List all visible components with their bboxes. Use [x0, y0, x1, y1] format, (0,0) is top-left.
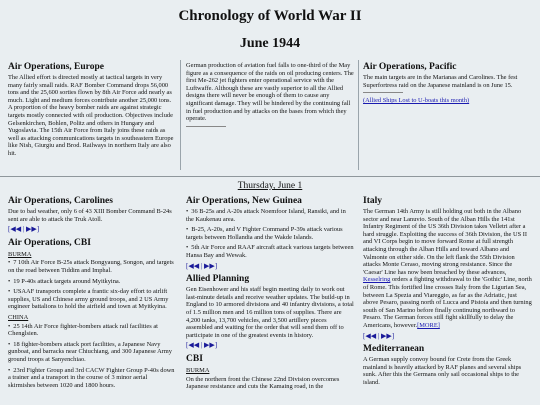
- burma-text: On the northern front the Chinese 22nd Division overcomes Japanese resistance and cuts the Kamaing road, in the: [186, 375, 340, 391]
- kesselring-link[interactable]: Kesselring: [363, 276, 391, 284]
- more-link[interactable]: [MORE]: [417, 321, 440, 329]
- pacific-heading: Air Operations, Pacific: [363, 62, 457, 72]
- carolines-text: Due to bad weather, only 6 of 43 XIII Bomber Command B-24s sent are able to attack the Truk Atoll.: [8, 208, 172, 223]
- day-heading: Thursday, June 1: [237, 181, 303, 191]
- prev-next-nav[interactable]: [◀◀ | ▶▶]: [8, 225, 40, 234]
- right-column: [363, 196, 533, 389]
- italy-text-part: orders a fighting withdrawal to the 'Gothic' Line, north of Rome. This fortified line crosses Italy from the Ligurian Sea, between La Spezia and Viareggio, as far as the Adriatic, just above Pesaro, passing north of Lucca and Pistoia and then turning south of San Marino before finally continuing northward to Pesaro. The German forces still fight skillfully to delay the Americans, however.: [363, 276, 532, 329]
- europe-heading: Air Operations, Europe: [8, 62, 104, 72]
- germany-section: [186, 62, 354, 131]
- new-guinea-heading: Air Operations, New Guinea: [186, 196, 302, 206]
- italy-text-part: The German 14th Army is still holding out both in the Albano sector and near Lanuvio. South of the Alban Hills the 141st Infantry Regiment of the US 36th Division takes Velletri after a hard struggle. Exploiting the success of 36th Division, the US II and VI Corps begin to move forward Rome at full strength attacking through the Alban Hills and toward Albano and Valmonte on either side. On the left flank the 55th Division attacks Monte Ceraso, moving strong resistance. Since the 'Caesar' Line has now been breached by these advances,: [363, 208, 528, 276]
- cbi-heading: CBI: [186, 353, 203, 364]
- column-divider: [180, 60, 181, 170]
- germany-text: German production of aviation fuel falls to one-third of the May figure as a consequence of the raids on oil producing centers. The first Me-262 jet fighters enter operational service with the Luftwaffe. Although these are vastly superior to all the Allied designs there will never be enough of them to cause any significant damage. They will be hindered by the continuing fall in fuel production and by attacks on the bases from which they operate.: [186, 62, 354, 123]
- pacific-section: [363, 62, 533, 105]
- europe-section: [8, 62, 176, 161]
- allied-planning-text: Gen Eisenhower and his staff begin meeting daily to work out last-minute details and receive weather updates. The build-up in England to 10 armored divisions and 40 infantry divisions, a total of 1.5 million men and 16 million tons of supplies. There are 4,200 tanks, 13,700 vehicles, and 3,500 artillery pieces assembled and waiting for the order that will send them off to participate in one of the greatest events in history.: [186, 286, 354, 339]
- list-item: • 23rd Fighter Group and 3rd CACW Fighter Group P-40s down a trainer and a transport in the course of 3 minor aerial skirmishes between 1020 and 1800 hours.: [8, 367, 176, 390]
- prev-next-nav[interactable]: [◀◀ | ▶▶]: [186, 341, 218, 350]
- list-item: • 36 B-25s and A-20s attack Noemfoor Island, Ransiki, and in the Kaukenau area.: [186, 208, 354, 223]
- horizontal-divider: [0, 176, 540, 177]
- uboat-losses-link[interactable]: (Allied Ships Lost to U-boats this month): [363, 97, 470, 105]
- prev-next-nav[interactable]: [◀◀ | ▶▶]: [363, 331, 395, 340]
- list-item: • 5th Air Force and RAAF aircraft attack various targets between Hansa Bay and Wewak.: [186, 244, 354, 259]
- burma-label: BURMA: [8, 250, 32, 258]
- list-item: • B-25, A-20s, and V Fighter Command P-39s attack various targets between Hollandia and the Wakde Islands.: [186, 226, 354, 241]
- middle-column: [186, 196, 354, 394]
- china-label: CHINA: [8, 313, 29, 321]
- list-item: • 19 P-40s attack targets around Myitkyina.: [8, 278, 176, 286]
- list-item: • 7 10th Air Force B-25s attack Bongyaung, Songon, and targets on the road between Tiddim and Imphal.: [8, 259, 176, 274]
- italy-heading: Italy: [363, 196, 382, 206]
- pacific-text: The main targets are in the Marianas and Carolines. The fest Superfortress raid on the Japanese mainland is on June 15.: [363, 74, 518, 89]
- cbi-heading: Air Operations, CBI: [8, 237, 91, 248]
- left-column: [8, 196, 176, 392]
- short-divider: [363, 92, 403, 93]
- burma-label: BURMA: [186, 366, 210, 374]
- carolines-heading: Air Operations, Carolines: [8, 196, 113, 206]
- column-divider: [358, 60, 359, 170]
- allied-planning-heading: Allied Planning: [186, 274, 250, 285]
- mediterranean-text: A German supply convoy bound for Crete from the Greek mainland is heavily attacked by RAF planes and several ships sunk. After this the Germans only sail occasional ships to the island.: [363, 356, 522, 386]
- list-item: • 18 fighter-bombers attack port facilities, a Japanese Navy gunboat, and barracks near Chiuchiang, and 300 Japanese Army ground troops at Sanyenchiao.: [8, 341, 176, 364]
- prev-next-nav[interactable]: [◀◀ | ▶▶]: [186, 261, 218, 270]
- page-subtitle: June 1944: [239, 36, 301, 51]
- list-item: • 25 14th Air Force fighter-bombers attack rail facilities at Chenglsien.: [8, 323, 176, 338]
- mediterranean-heading: Mediterranean: [363, 344, 425, 355]
- list-item: • USAAF transports complete a frantic six-day effort to airlift supplies, US and Chinese army ground troops, and 2 US Army engineer battalions to hold the airfield and town at Myitkyina.: [8, 288, 176, 311]
- europe-text: The Allied effort is directed mostly at tactical targets in very many fairly small raids. RAF Bomber Command drops 56,000 tons and the 25,600 sorties flown by 8th Air Force add nearly as much. Light and medium forces contribute another 25,000 tons. A proportion of the heavy bomber raids are against strategic targets mostly connected with oil production. Objectives include Gelsenkirchen, Bohlen, Politz and others in Hungary and Yugoslavia. The 15th Air Force from Italy joins these raids as well as attacking communications targets in southeastern Europe like Nish, Giurgiu and Brod. Railways in northern Italy are also hit.: [8, 74, 174, 157]
- page-title: Chronology of World War II: [178, 8, 362, 24]
- short-divider: [186, 126, 226, 127]
- italy-text: [363, 208, 533, 330]
